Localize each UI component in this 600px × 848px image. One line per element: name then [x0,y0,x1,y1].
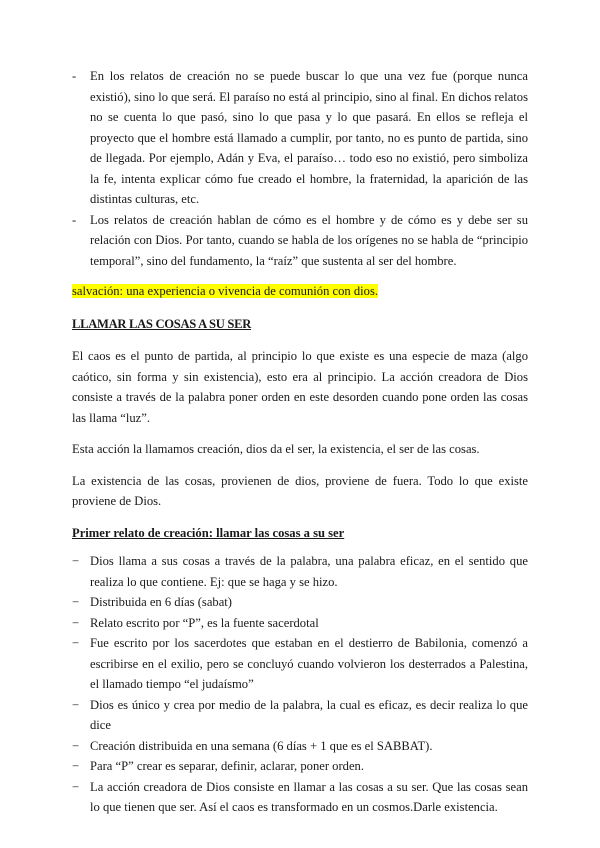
list-item-text: La acción creadora de Dios consiste en llamar a las cosas a su ser. Que las cosas sean lo que tienen que ser. Así el caos es transformado en un cosmos.Darle existencia. [90,779,528,814]
list-item-text: Relato escrito por “P”, es la fuente sacerdotal [90,615,319,630]
list-item [72,210,528,272]
list-item [72,633,528,695]
paragraph: El caos es el punto de partida, al principio lo que existe es una especie de maza (algo caótico, sin forma y sin existencia), esto era al principio. La acción creadora de Dios consiste a través de la palabra poner orden en este desorden cuando pone orden las cosas las llama “luz”. [72,349,528,425]
list-item [72,736,528,757]
list-item-text: Los relatos de creación hablan de cómo es el hombre y de cómo es y debe ser su relación con Dios. Por tanto, cuando se habla de los orígenes no se habla de “principio temporal”, sino del fundamento, la “raíz” que sustenta al ser del hombre. [90,212,528,268]
highlighted-note [72,281,528,302]
list-bullet: − [72,738,80,753]
list-item-text: Dios es único y crea por medio de la palabra, la cual es eficaz, es decir realiza lo que dice [90,697,528,732]
list-bullet: - [72,69,77,83]
list-bullet: − [72,636,80,650]
document-body [72,66,528,818]
paragraph: Esta acción la llamamos creación, dios da el ser, la existencia, el ser de las cosas. [72,442,480,456]
paragraph: La existencia de las cosas, provienen de dios, proviene de fuera. Todo lo que existe proviene de Dios. [72,473,528,508]
list-item [72,777,528,818]
list-item [72,756,528,777]
list-item-text: Para “P” crear es separar, definir, aclarar, poner orden. [90,759,364,773]
list-bullet: − [72,554,80,568]
list-bullet: - [72,212,77,227]
subsection-title: Primer relato de creación: llamar las cosas a su ser [72,525,345,540]
list-bullet: − [72,615,80,630]
list-item [72,592,528,613]
list-bullet: − [72,759,80,773]
section-title: LLAMAR LAS COSAS A SU SER [72,316,252,331]
dash-list [72,66,528,271]
list-bullet: − [72,595,80,609]
list-bullet: − [72,697,80,712]
list-item [72,695,528,736]
list-item-text: Fue escrito por los sacerdotes que estaban en el destierro de Babilonia, comenzó a escribirse en el exilio, pero se concluyó cuando volvieron los desterrados a Palestina, el llamado tiempo “el judaísmo” [90,636,528,691]
list-item [72,551,528,592]
list-item [72,66,528,210]
bullet-list [72,551,528,818]
list-bullet: − [72,779,80,794]
list-item-text: Creación distribuida en una semana (6 días + 1 que es el SABBAT). [90,738,433,753]
list-item-text: En los relatos de creación no se puede buscar lo que una vez fue (porque nunca existió), sino lo que será. El paraíso no está al principio, sino al final. En dichos relatos no se cuenta lo que pasó, sino lo que pasa y lo que pasará. En ellos se refleja el proyecto que el hombre está llamado a cumplir, por tanto, no es punto de partida, sino de llegada. Por ejemplo, Adán y Eva, el paraíso… todo eso no existió, pero simboliza la fe, intenta explicar cómo fue creado el hombre, la fraternidad, la aparición de las distintas culturas, etc. [90,69,528,206]
highlighted-text: salvación: una experiencia o vivencia de comunión con dios. [72,284,378,298]
list-item-text: Distribuida en 6 días (sabat) [90,595,232,609]
list-item-text: Dios llama a sus cosas a través de la palabra, una palabra eficaz, en el sentido que realiza lo que contiene. Ej: que se haga y se hizo. [90,554,528,589]
list-item [72,613,528,634]
